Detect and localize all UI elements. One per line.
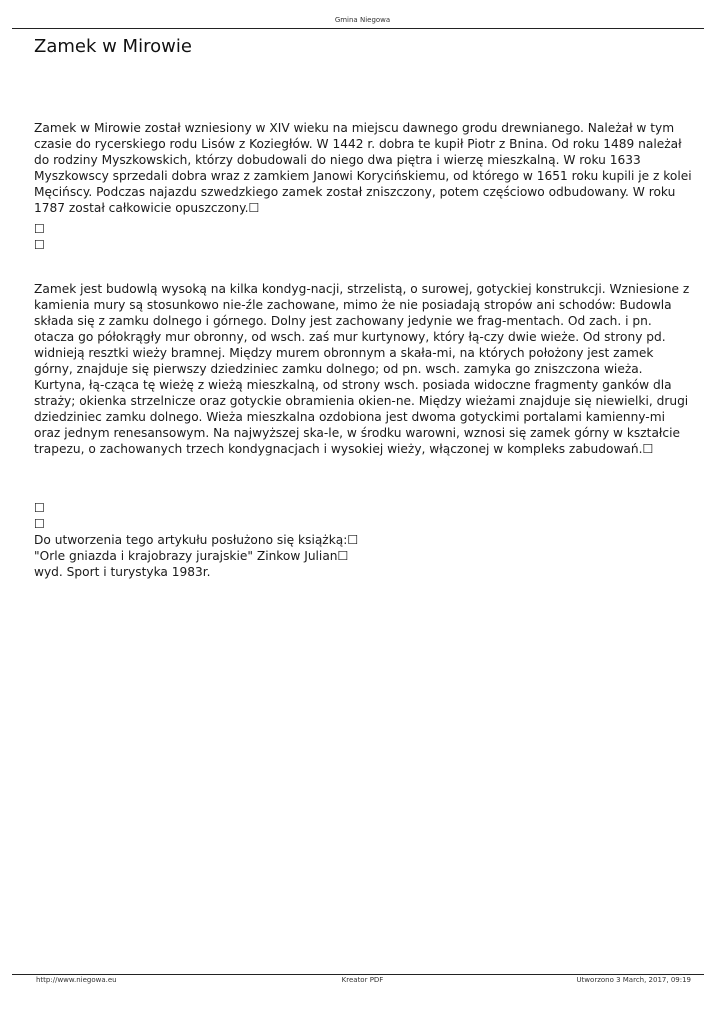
article-source-section bbox=[34, 500, 694, 580]
missing-glyph-box: ☐ bbox=[34, 517, 45, 531]
paragraph-text: Zamek w Mirowie został wzniesiony w XIV wieku na miejscu dawnego grodu drewnianego. Należał w tym czasie do rycerskiego rodu Lisów z Koziegłów. W 1442 r. dobra te kupił Piotr z Bnina. Od roku 1489 należał do rodziny Myszkowskich, którzy dobudowali do niego dwa piętra i wierzę mieszkalną. W roku 1633 Myszkowscy sprzedali dobra wraz z zamkiem Janowi Korycińskiemu, od którego w 1651 roku kupili je z kolei Męcińscy. Podczas najazdu szwedzkiego zamek został zniszczony, potem częściowo odbudowany. W roku 1787 został całkowicie opuszczony.☐ bbox=[34, 121, 692, 215]
placeholder-glyph-group bbox=[34, 221, 694, 253]
article-title: Zamek w Mirowie bbox=[34, 36, 192, 57]
missing-glyph-box: ☐ bbox=[34, 238, 45, 252]
missing-glyph-box: ☐ bbox=[34, 501, 45, 515]
footer-created-date: Utworzono 3 March, 2017, 09:19 bbox=[576, 976, 691, 984]
source-publisher: wyd. Sport i turystyka 1983r. bbox=[34, 565, 211, 579]
missing-glyph-box: ☐ bbox=[34, 222, 45, 236]
article-paragraph-history bbox=[34, 120, 694, 216]
header-divider bbox=[12, 28, 704, 29]
site-header-title: Gmina Niegowa bbox=[334, 16, 391, 24]
paragraph-text: Zamek jest budowlą wysoką na kilka kondyg-nacji, strzelistą, o surowej, gotyckiej konstrukcji. Wzniesione z kamienia mury są stosunkowo nie-źle zachowane, mimo że nie posiadają stropów ani schodów: Budowla składa się z zamku dolnego i górnego. Dolny jest zachowany jedynie we frag-mentach. Od zach. i pn. otacza go półokrągły mur obronny, od wsch. zaś mur kurtynowy, który łą-czy dwie wieże. Od strony pd. widnieją resztki wieży bramnej. Między murem obronnym a skała-mi, na których położony jest zamek górny, znajduje się pierwszy dziedziniec zamku dolnego; od pn. wsch. zamyka go zniszczona wieża. Kurtyna, łą-cząca tę wieżę z wieżą mieszkalną, od strony wsch. posiada widoczne fragmenty ganków dla straży; okienka strzelnicze oraz gotyckie obramienia okien-ne. Między wieżami znajduje się niewielki, drugi dziedziniec zamku dolnego. Wieża mieszkalna ozdobiona jest dwoma gotyckimi portalami kamienny-mi oraz jednym renesansowym. Na najwyższej ska-le, w środku warowni, wznosi się zamek górny w kształcie trapezu, o zachowanych trzech kondygnacjach i wysokiej wieży, włączonej w kompleks zabudowań.☐ bbox=[34, 282, 690, 456]
source-book-title: "Orle gniazda i krajobrazy jurajskie" Zinkow Julian☐ bbox=[34, 549, 349, 563]
footer-generator: Kreator PDF bbox=[341, 976, 384, 984]
article-paragraph-description bbox=[34, 281, 694, 457]
source-intro: Do utworzenia tego artykułu posłużono się książką:☐ bbox=[34, 533, 359, 547]
footer-url[interactable]: http://www.niegowa.eu bbox=[36, 976, 117, 984]
